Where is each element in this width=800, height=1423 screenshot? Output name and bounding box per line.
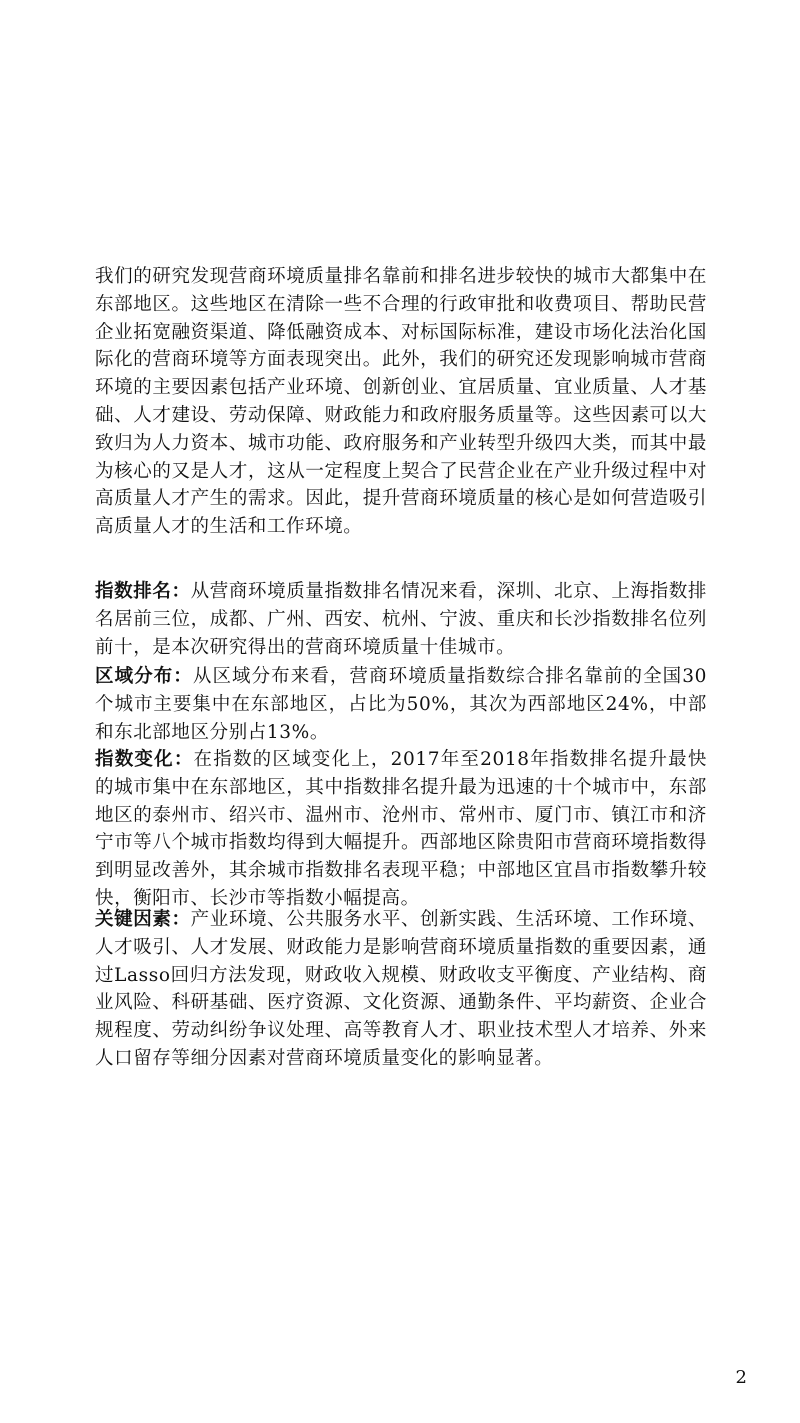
finding-text: 从区域分布来看，营商环境质量指数综合排名靠前的全国30个城市主要集中在东部地区，占比为50%，其次为西部地区24%，中部和东北部地区分别占13%。 xyxy=(95,666,707,743)
finding-label: 指数排名： xyxy=(95,581,191,602)
finding-index-change xyxy=(95,746,707,913)
finding-label: 关键因素： xyxy=(95,909,191,930)
finding-index-ranking xyxy=(95,578,707,661)
finding-text: 在指数的区域变化上，2017年至2018年指数排名提升最快的城市集中在东部地区，其中指数排名提升最为迅速的十个城市中，东部地区的泰州市、绍兴市、温州市、沧州市、常州市、厦门市、镇江市和济宁市等八个城市指数均得到大幅提升。西部地区除贵阳市营商环境指数得到明显改善外，其余城市指数排名表现平稳；中部地区宜昌市指数攀升较快，衡阳市、长沙市等指数小幅提高。 xyxy=(95,749,707,909)
intro-paragraph: 我们的研究发现营商环境质量排名靠前和排名进步较快的城市大都集中在东部地区。这些地区在清除一些不合理的行政审批和收费项目、帮助民营企业拓宽融资渠道、降低融资成本、对标国际标准，建设市场化法治化国际化的营商环境等方面表现突出。此外，我们的研究还发现影响城市营商环境的主要因素包括产业环境、创新创业、宜居质量、宜业质量、人才基础、人才建设、劳动保障、财政能力和政府服务质量等。这些因素可以大致归为人力资本、城市功能、政府服务和产业转型升级四大类，而其中最为核心的又是人才，这从一定程度上契合了民营企业在产业升级过程中对高质量人才产生的需求。因此，提升营商环境质量的核心是如何营造吸引高质量人才的生活和工作环境。 xyxy=(95,266,707,538)
finding-regional-distribution xyxy=(95,663,707,746)
finding-text: 产业环境、公共服务水平、创新实践、生活环境、工作环境、人才吸引、人才发展、财政能力是影响营商环境质量指数的重要因素，通过Lasso回归方法发现，财政收入规模、财政收支平衡度、产业结构、商业风险、科研基础、医疗资源、文化资源、通勤条件、平均薪资、企业合规程度、劳动纠纷争议处理、高等教育人才、职业技术型人才培养、外来人口留存等细分因素对营商环境质量变化的影响显著。 xyxy=(95,909,707,1069)
page-number: 2 xyxy=(735,1367,747,1388)
finding-label: 指数变化： xyxy=(95,749,194,770)
finding-key-factors xyxy=(95,906,707,1073)
finding-text: 从营商环境质量指数排名情况来看，深圳、北京、上海指数排名居前三位，成都、广州、西安、杭州、宁波、重庆和长沙指数排名位列前十，是本次研究得出的营商环境质量十佳城市。 xyxy=(95,581,707,658)
finding-label: 区域分布： xyxy=(95,666,193,687)
